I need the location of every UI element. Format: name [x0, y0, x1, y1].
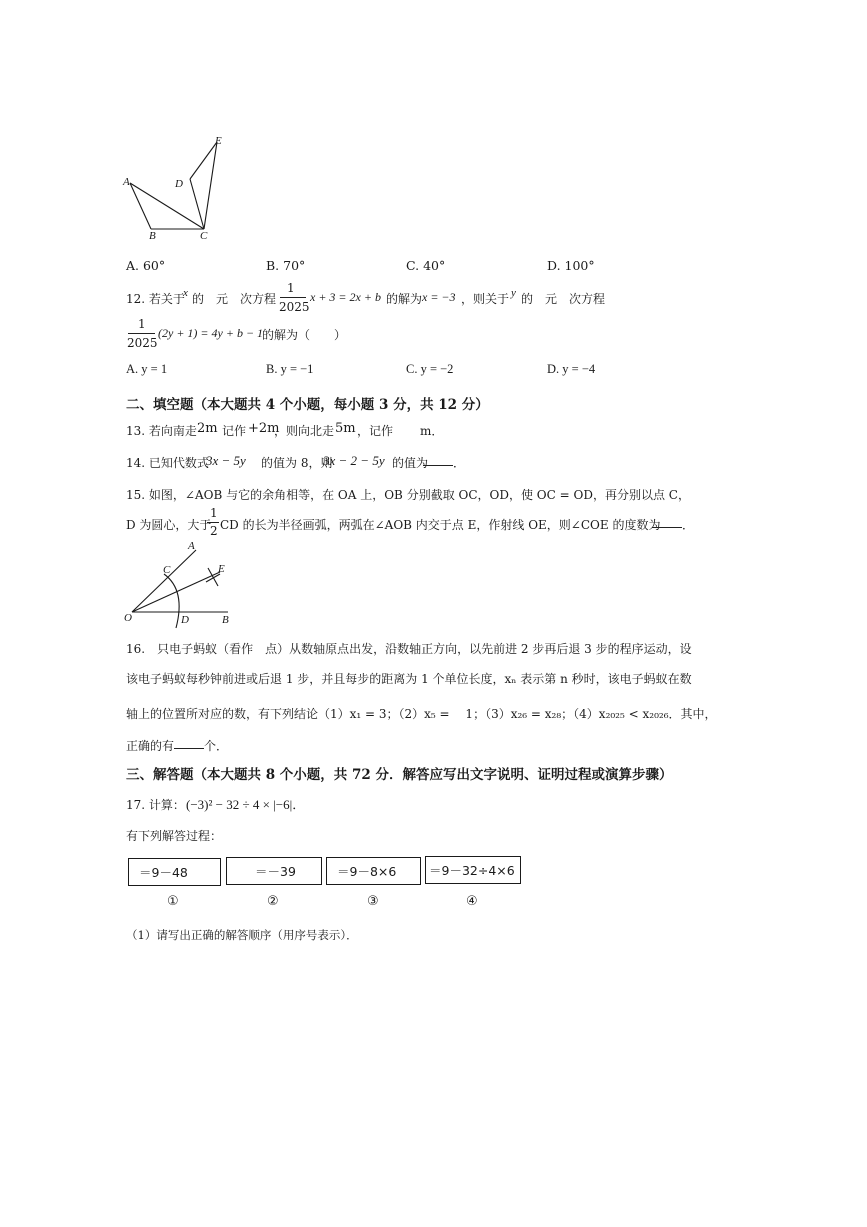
- q12-frac1-bar: [280, 297, 306, 298]
- q17-step-box-4: [425, 856, 521, 884]
- q17-step-text-1: ＝9－48: [139, 865, 188, 880]
- q17-intro: 有下列解答过程：: [126, 829, 223, 843]
- q14-expr-1: 3x − 5y: [206, 453, 246, 468]
- fig11-label-d: D: [175, 178, 183, 190]
- q15-line-2a: D 为圆心，大于: [126, 518, 212, 532]
- q15-line-2c: ．: [682, 518, 695, 532]
- q17-title: 17. 计算：: [126, 798, 185, 812]
- q12-text-b: 的 元 次方程: [192, 292, 277, 306]
- q14-text-b: 的值为 8，则: [261, 456, 333, 470]
- q17-step-number-1: ①: [167, 894, 179, 909]
- q11-option-d: D. 100°: [547, 258, 595, 273]
- q14-text-d: ．: [453, 456, 466, 470]
- q17-step-text-4: ＝9－32÷4×6: [429, 863, 515, 878]
- q12-option-c: C. y = −2: [406, 362, 454, 376]
- q12-frac1-num: 1: [287, 281, 295, 295]
- fig15-label-e: E: [218, 563, 225, 575]
- q17-expression: (−3)² − 32 ÷ 4 × |−6|．: [186, 797, 306, 812]
- q13-text-c: ，则向北走: [274, 424, 335, 438]
- q12-option-b: B. y = −1: [266, 362, 314, 376]
- q12-solution1: x = −3: [422, 290, 456, 304]
- q15-frac-bar: [207, 522, 219, 523]
- q13-value-2: +2m: [248, 421, 280, 436]
- q11-option-a: A. 60°: [126, 258, 166, 273]
- q12-text-d: ，则关于: [461, 292, 510, 306]
- q14-text-a: 14. 已知代数式: [126, 456, 209, 470]
- q17-step-box-3: [326, 857, 421, 885]
- q15-line-1: 15. 如图，∠AOB 与它的余角相等，在 OA 上，OB 分别截取 OC，OD，使 OC = OD，再分别以点 C，: [126, 488, 690, 502]
- q14-expr-2: 3x − 2 − 5y: [323, 453, 385, 468]
- q17-step-number-3: ③: [367, 894, 379, 909]
- fig11-label-b: B: [149, 230, 156, 242]
- q14-text-c: 的值为: [392, 456, 429, 470]
- q12-option-a: A. y = 1: [126, 362, 168, 376]
- q17-step-number-4: ④: [466, 894, 478, 909]
- fig11-label-a: A: [123, 176, 130, 188]
- q12-frac2-bar: [128, 333, 155, 334]
- q15-frac-den: 2: [210, 524, 218, 538]
- q14-answer-blank: [423, 454, 453, 466]
- q13-value-3: 5m: [335, 421, 356, 436]
- q13-text-a: 13. 若向南走: [126, 424, 197, 438]
- q12-frac1-den: 2025: [279, 300, 310, 314]
- q17-step-text-2: ＝－39: [255, 864, 296, 879]
- q15-answer-blank: [652, 516, 682, 528]
- q13-text-e: m．: [420, 424, 444, 438]
- q12-equation2: (2y + 1) = 4y + b − 1: [158, 326, 264, 340]
- q17-step-box-1: [128, 858, 221, 886]
- q13-text-b: 记作: [222, 424, 247, 438]
- q15-line-2b: CD 的长为半径画弧，两弧在∠AOB 内交于点 E，作射线 OE，则∠COE 的度数为: [220, 518, 661, 532]
- section-3-heading: 三、解答题（本大题共 8 个小题，共 72 分．解答应写出文字说明、证明过程或演算步骤）: [126, 767, 673, 783]
- q16-line-2: 该电子蚂蚁每秒钟前进或后退 1 步，并且每步的距离为 1 个单位长度，xₙ 表示第 n 秒时，该电子蚂蚁在数: [126, 672, 692, 686]
- q17-part-1: （1）请写出正确的解答顺序（用序号表示）．: [126, 928, 358, 942]
- q13-value-1: 2m: [197, 421, 218, 436]
- fig15-label-c: C: [163, 564, 171, 576]
- section-2-heading: 二、填空题（本大题共 4 个小题，每小题 3 分，共 12 分）: [126, 397, 489, 413]
- q16-line-1: 16. 只电子蚂蚁（看作 点）从数轴原点出发，沿数轴正方向，以先前进 2 步再后退 3 步的程序运动，设: [126, 642, 692, 656]
- q12-equation1: x + 3 = 2x + b: [310, 290, 381, 304]
- q17-step-box-2: [226, 857, 322, 885]
- q12-frac2-den: 2025: [127, 336, 158, 350]
- q17-step-text-3: ＝9－8×6: [337, 864, 397, 879]
- q17-step-number-2: ②: [267, 894, 279, 909]
- q12-text-end: 的解为（ ）: [262, 328, 347, 342]
- q12-text-c: 的解为: [386, 292, 423, 306]
- q12-var-x: x: [183, 287, 188, 299]
- fig15-label-o: O: [124, 612, 132, 624]
- q16-line-3: 轴上的位置所对应的数，有下列结论（1）x₁ = 3；（2）x₅ = 1；（3）x₂₆ = x₂₈；（4）x₂₀₂₅ < x₂₀₂₆．其中，: [126, 707, 717, 721]
- fig15-label-b: B: [222, 614, 229, 626]
- fig15-label-a: A: [188, 540, 195, 552]
- q16-line-4a: 正确的有: [126, 739, 175, 753]
- q12-var-y: y: [511, 287, 516, 299]
- q11-option-b: B. 70°: [266, 258, 306, 273]
- q12-text-e: 的 元 次方程: [521, 292, 606, 306]
- q11-option-c: C. 40°: [406, 258, 446, 273]
- q15-frac-num: 1: [210, 506, 218, 520]
- fig11-label-e: E: [215, 135, 222, 147]
- q16-answer-blank: [174, 737, 204, 749]
- q16-line-4b: 个．: [204, 739, 229, 753]
- fig15-label-d: D: [181, 614, 189, 626]
- q12-text-a: 12. 若关于: [126, 292, 185, 306]
- q12-option-d: D. y = −4: [547, 362, 596, 376]
- q13-text-d: ，记作: [357, 424, 394, 438]
- fig11-label-c: C: [200, 230, 208, 242]
- q12-frac2-num: 1: [138, 317, 146, 331]
